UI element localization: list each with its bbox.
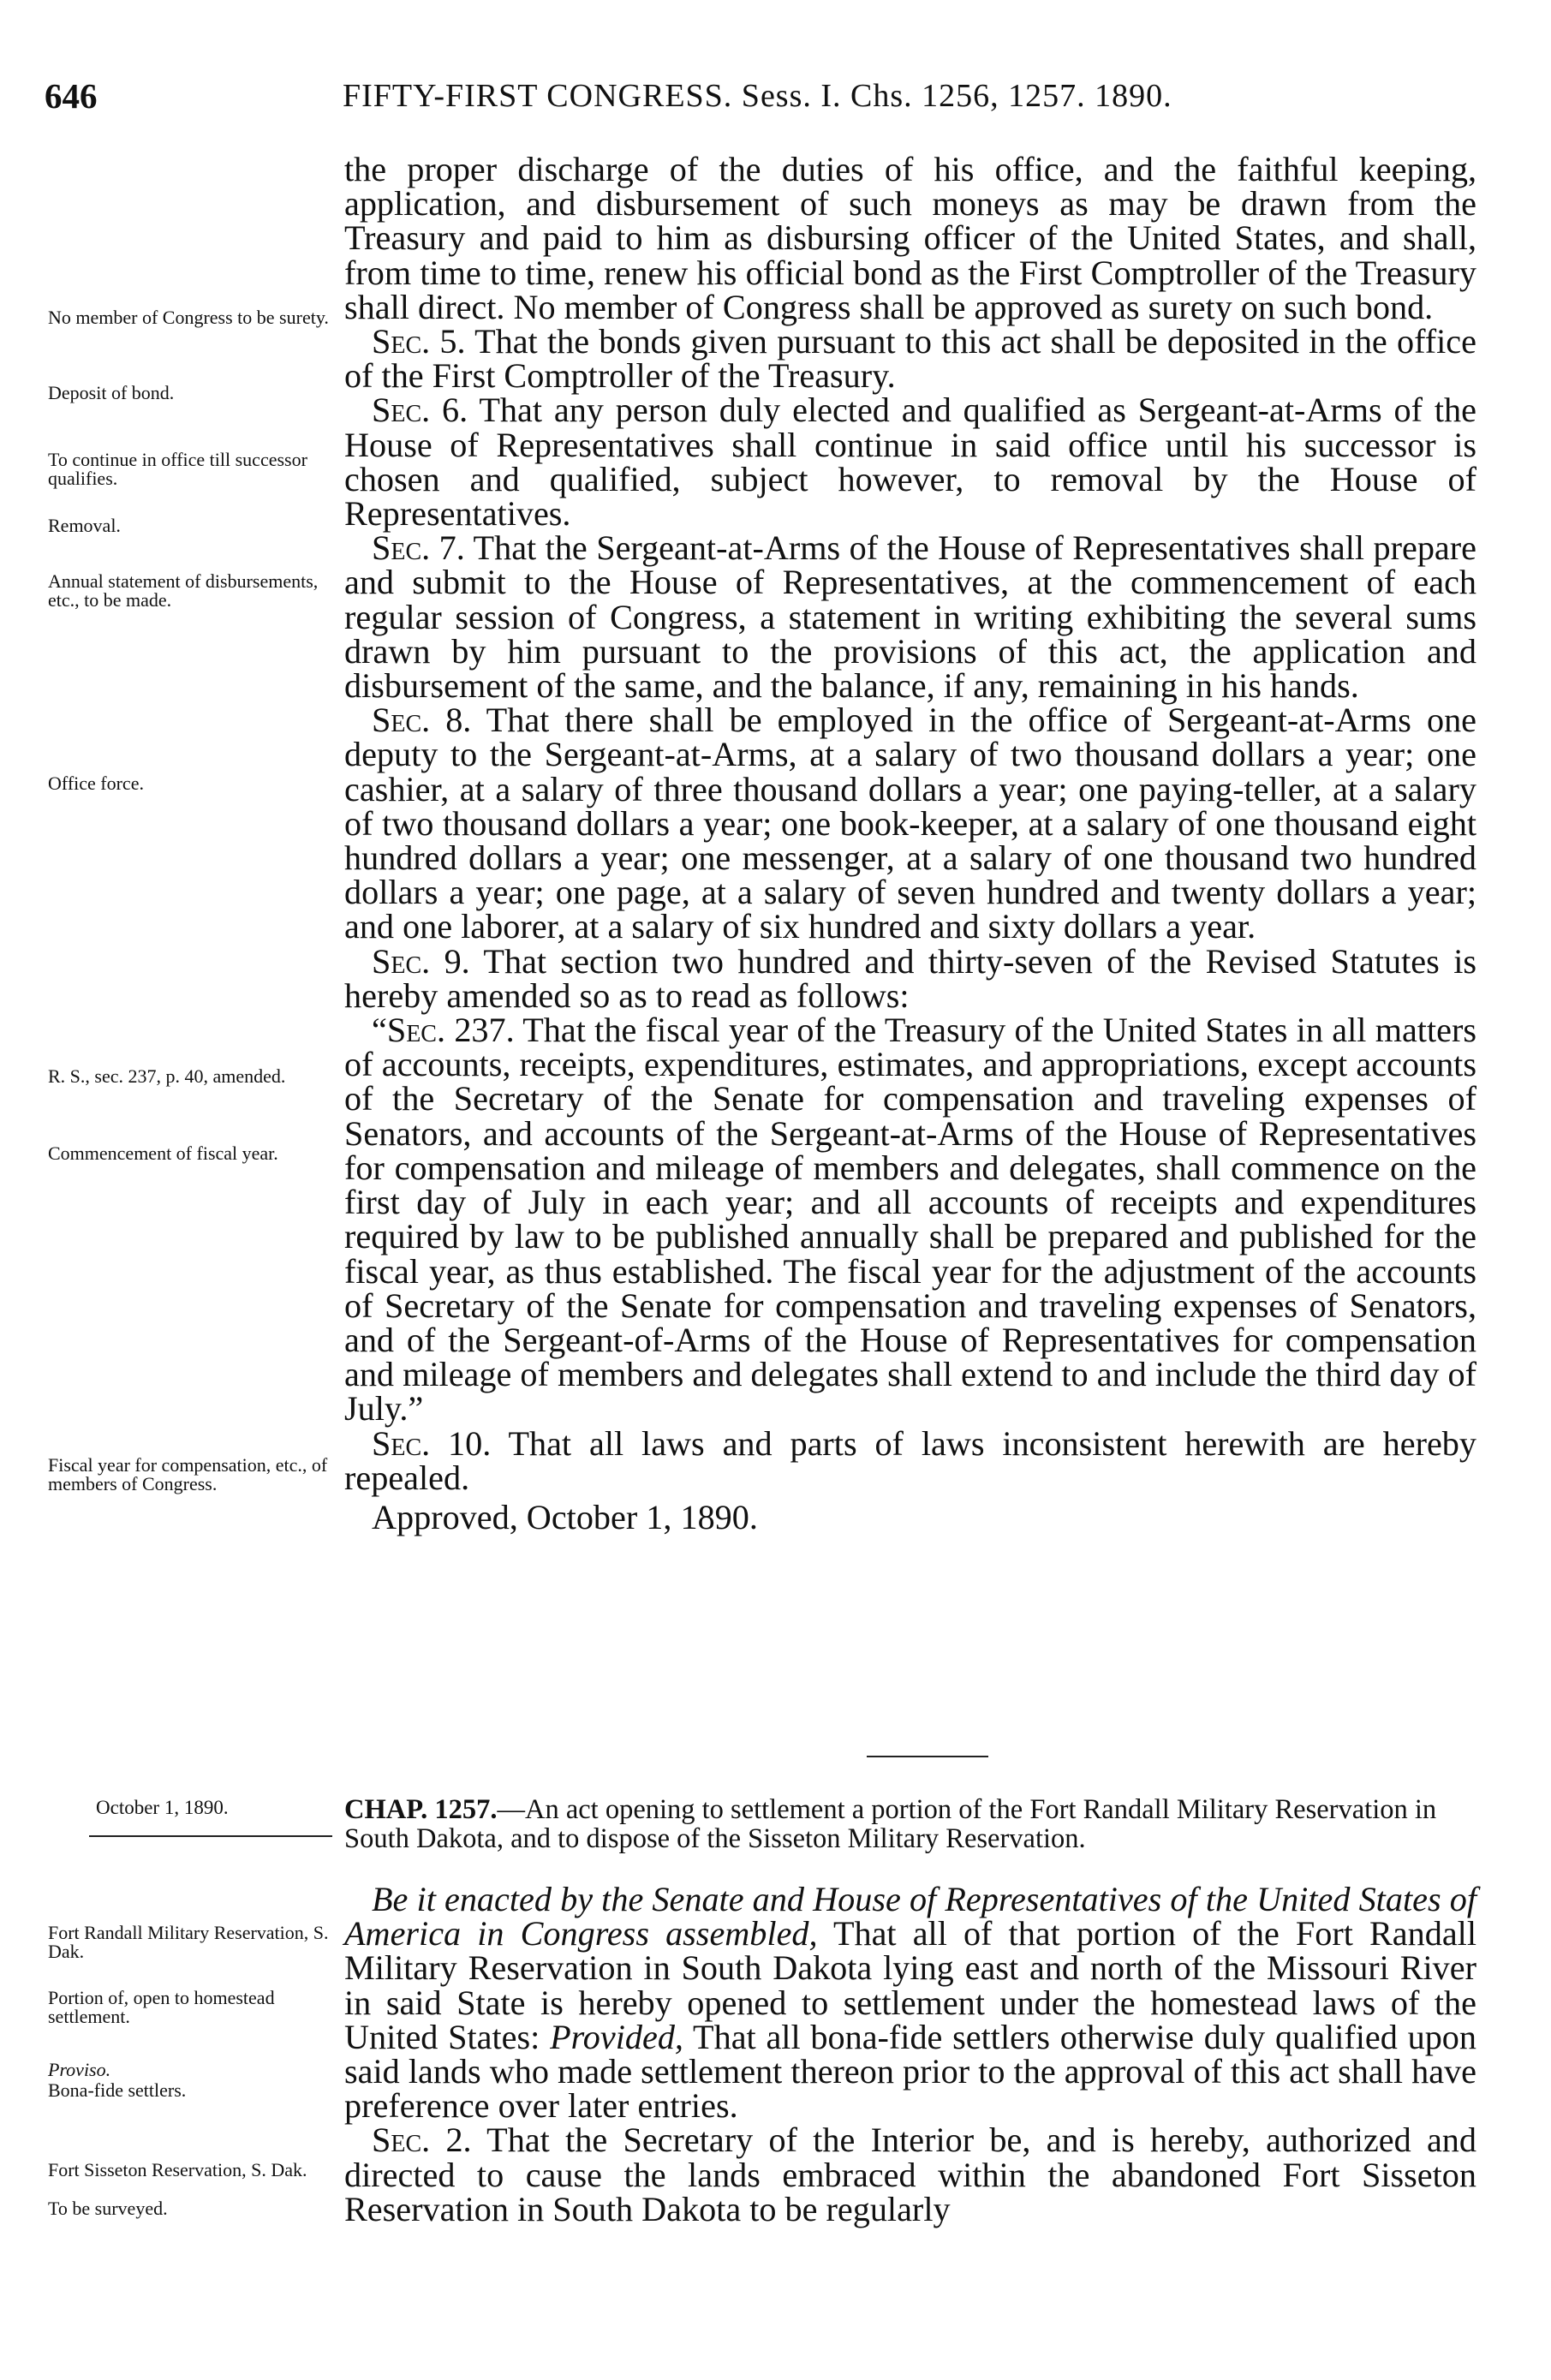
section-8: Sec. 8. That there shall be employed in the office of Sergeant-at-Arms one deputy to the Sergeant-at-Arms, at a salary of two thousand dollars a year; one cashier, at a salary of three thousand dollars a year; one paying-teller, at a salary of two thousand dollars a year; one book-keeper, at a salary of one thousand eight hundred dollars a year; one messenger, at a salary of one thousand two hundred dollars a year; one page, at a salary of seven hundred and twenty dollars a year; and one laborer, at a salary of six hundred and sixty dollars a year. [344,701,1476,946]
page-number: 646 [45,76,98,116]
section-6: Sec. 6. That any person duly elected and qualified as Sergeant-at-Arms of the House of Representatives shall continue in said office until his successor is chosen and qualified, subject however, to removal by the House of Representatives. [344,391,1476,534]
margin-note-portion: Portion of, open to homestead settlement. [48,1987,275,2027]
margin-note-fort-sisseton: Fort Sisseton Reservation, S. Dak. [48,2159,307,2180]
section-9: Sec. 9. That section two hundred and thirty-seven of the Revised Statutes is hereby amended so as to read as follows: [344,941,1476,1015]
section-2: Sec. 2. That the Secretary of the Interior be, and is hereby, authorized and directed to cause the lands embraced within the abandoned Fort Sisseton Reservation in South Dakota to be regularly [344,2121,1476,2228]
paragraph: the proper discharge of the duties of his office, and the faithful keeping, application, and disbursement of such moneys as may be drawn from the Treasury and paid to him as disbursing officer of the United States, and shall, from time to time, renew his official bond as the First Comptroller of the Treasury shall direct. No member of Congress shall be approved as surety on such bond. [344,150,1476,326]
margin-note-annual: Annual statement of disbursements, etc., to be made. [48,570,319,611]
chapter-label: CHAP. 1257. [344,1794,498,1825]
margin-note-removal: Removal. [48,515,121,536]
section-divider [867,1756,988,1757]
margin-note-bona-fide: Bona-fide settlers. [48,2079,187,2101]
chapter-heading [344,1795,1476,1853]
enacting-clause: Be it enacted by the Senate and House of Representatives of the United States of America in Congress assembled, [344,1880,1476,1954]
margin-note-fiscal-comp: Fiscal year for compensation, etc., of members of Congress. [48,1454,328,1494]
section-237: “Sec. 237. That the fiscal year of the Treasury of the United States in all matters of accounts, receipts, expenditures, estimates, and appropriations, except accounts of the Secretary of the Senate for compensation and traveling expenses of Senators, and accounts of the Sergeant-at-Arms of the House of Representatives for compensation and mileage of members and delegates, shall commence on the first day of July in each year; and all accounts of receipts and expenditures required by law to be published annually shall be prepared and published for the fiscal year, as thus established. The fiscal year for the adjustment of the accounts of Secretary of the Senate for compensation and traveling expenses of Senators, and of the Sergeant-of-Arms of the House of Representatives for compensation and mileage of members and delegates shall extend to and include the third day of July.” [344,1011,1476,1429]
page-header [0,75,1551,127]
enacting-paragraph: Be it enacted by the Senate and House of Representatives of the United States of America in Congress assembled, That all of that portion of the Fort Randall Military Reservation in South Dakota lying east and north of the Missouri River in said State is hereby opened to settlement under the homestead laws of the United States: Provided, That all bona-fide settlers otherwise duly qualified upon said lands who made settlement thereon prior to the approval of this act shall have preference over later entries. [344,1880,1476,2126]
margin-note-rs: R. S., sec. 237, p. 40, amended. [48,1065,286,1087]
margin-note-surveyed: To be surveyed. [48,2198,168,2219]
margin-note-proviso: Proviso. [48,2059,111,2080]
enacting-text [344,1882,1476,2227]
main-text [344,152,1476,1535]
margin-note-office-force: Office force. [48,772,144,794]
margin-note-surety: No member of Congress to be surety. [48,307,329,328]
section-10: Sec. 10. That all laws and parts of laws inconsistent herewith are hereby repealed. [344,1423,1476,1497]
margin-note-commencement: Commencement of fiscal year. [48,1142,278,1164]
section-5: Sec. 5. That the bonds given pursuant to this act shall be deposited in the office of the First Comptroller of the Treasury. [344,322,1476,396]
approved-line: Approved, October 1, 1890. [372,1497,758,1536]
running-title: FIFTY-FIRST CONGRESS. Sess. I. Chs. 1256, 1257. 1890. [343,78,1172,114]
margin-note-deposit: Deposit of bond. [48,382,175,403]
margin-date: October 1, 1890. [96,1797,229,1818]
section-7: Sec. 7. That the Sergeant-at-Arms of the House of Representatives shall prepare and submit to the House of Representatives, at the commencement of each regular session of Congress, a statement in writing exhibiting the several sums drawn by him pursuant to the provisions of this act, the application and disbursement of the same, and the balance, if any, remaining in his hands. [344,528,1476,706]
provided-label: Provided, [550,2017,683,2056]
margin-date-rule [89,1835,332,1837]
chapter-title: —An act opening to settlement a portion of the Fort Randall Military Reservation in South Dakota, and to dispose of the Sisseton Military Reservation. [344,1794,1437,1854]
margin-note-continue: To continue in office till successor qualifies. [48,449,307,489]
margin-note-fort-randall: Fort Randall Military Reservation, S. Dak. [48,1922,329,1962]
